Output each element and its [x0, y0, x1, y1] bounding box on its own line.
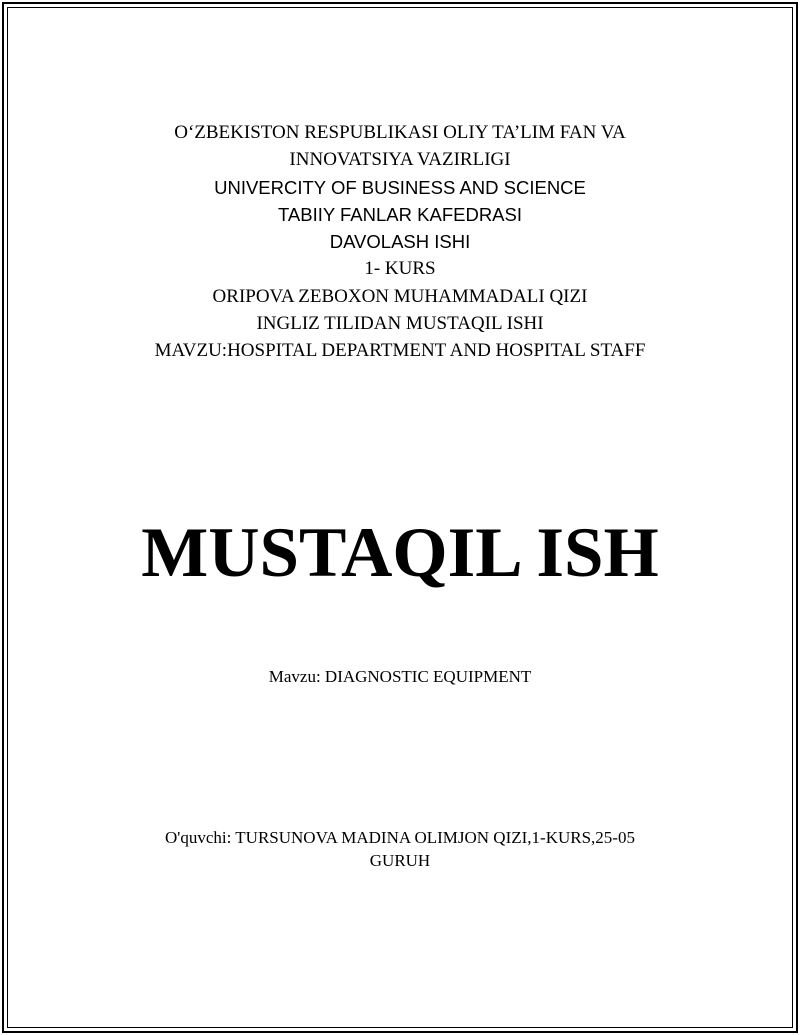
- student-block: [0, 826, 800, 872]
- student-line-2: GURUH: [369, 851, 431, 870]
- header-line-author: ORIPOVA ZEBOXON MUHAMMADALI QIZI: [212, 285, 588, 307]
- header-line-ministry-1: O‘ZBEKISTON RESPUBLIKASI OLIY TA’LIM FAN VA: [174, 122, 626, 143]
- page-title: MUSTAQIL ISH: [141, 514, 659, 592]
- header-line-department: TABIIY FANLAR KAFEDRASI: [278, 203, 522, 225]
- student-line-1: O'quvchi: TURSUNOVA MADINA OLIMJON QIZI,1-KURS,25-05: [165, 828, 635, 847]
- header-line-topic: MAVZU:HOSPITAL DEPARTMENT AND HOSPITAL STAFF: [154, 340, 646, 362]
- header-line-subject: INGLIZ TILIDAN MUSTAQIL ISHI: [256, 313, 544, 335]
- header-block: [0, 119, 800, 365]
- header-line-faculty: DAVOLASH ISHI: [329, 231, 471, 253]
- header-line-ministry-2: INNOVATSIYA VAZIRLIGI: [289, 149, 511, 171]
- header-line-course: 1- KURS: [364, 258, 436, 280]
- topic-line: Mavzu: DIAGNOSTIC EQUIPMENT: [268, 667, 532, 686]
- header-line-university: UNIVERCITY OF BUSINESS AND SCIENCE: [214, 176, 586, 198]
